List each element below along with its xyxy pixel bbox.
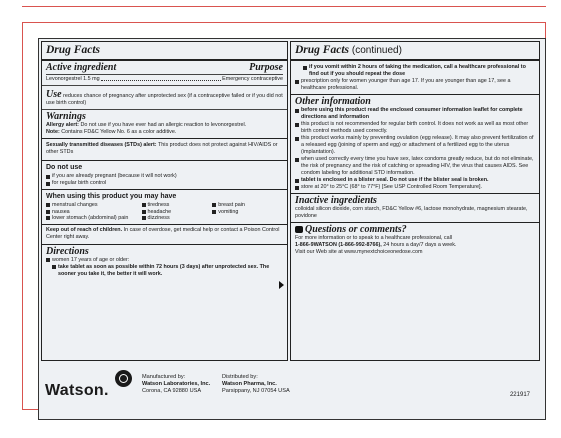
side-effect-item: tiredness — [142, 202, 213, 209]
list-item: tablet is enclosed in a blister seal. Do not use if the blister seal is broken. — [295, 177, 535, 184]
allergy-alert-label: Allergy alert: — [46, 122, 79, 128]
inactive-ingredients-text: colloidal silicon dioxide, corn starch, FD&C Yellow #6, lactose monohydrate, magnesium stearate, povidone — [295, 206, 528, 219]
keep-out-label: Keep out of reach of children. — [46, 226, 123, 233]
use-section — [42, 86, 287, 110]
note-text: Contains FD&C Yellow No. 6 as a color additive. — [61, 129, 177, 135]
std-alert-text: This product does not protect against HIV/AIDS or other STDs — [46, 142, 278, 155]
keep-out-section — [42, 225, 287, 245]
keep-out-text: In case of overdose, get medical help or contact a Poison Control Center right away. — [46, 226, 280, 240]
continued-directions-section — [291, 61, 539, 95]
side-effects-grid — [46, 202, 283, 222]
active-ingredient-title: Active ingredient — [46, 62, 117, 73]
drug-facts-right-column — [290, 41, 540, 361]
std-alert-label: Sexually transmitted diseases (STDs) alert: — [46, 142, 157, 148]
list-item: take tablet as soon as possible within 72 hours (3 days) after unprotected sex. The sooner you take it, the better it will work. — [46, 264, 283, 278]
directions-title: Directions — [46, 245, 89, 257]
questions-line1: For more information or to speak to a healthcare professional, call — [295, 235, 453, 241]
warnings-section — [42, 110, 287, 139]
label-code: 221917 — [509, 392, 530, 398]
list-item: for regular birth control — [46, 180, 283, 187]
drug-facts-left-column — [41, 41, 288, 361]
other-information-section — [291, 95, 539, 194]
continue-arrow-icon — [279, 281, 284, 289]
questions-phone: 1-866-9WATSON (1-866-992-8766), — [295, 242, 382, 248]
other-information-title: Other information — [295, 96, 371, 107]
use-title: Use — [46, 89, 62, 100]
when-using-section — [42, 190, 287, 225]
list-item: this product works mainly by preventing ovulation (egg release). It may also prevent fertilization of a released egg (joining of sperm and egg) or attachment of a fertilized egg to the uterus (implantation). — [295, 135, 535, 156]
list-item: if you are already pregnant (because it will not work) — [46, 173, 283, 180]
when-using-title: When using this product you may have — [46, 193, 177, 200]
note-label: Note: — [46, 129, 60, 135]
footer — [41, 364, 540, 410]
drug-facts-continued-header: Drug Facts (continued) — [291, 42, 539, 61]
side-effect-item: lower stomach (abdominal) pain — [46, 215, 142, 222]
use-text: reduces chance of pregnancy after unprotected sex (if a contraceptive failed or if you did not use birth control) — [46, 93, 283, 106]
watson-seal-icon — [115, 370, 132, 387]
manufacturer-block: Manufactured by: Watson Laboratories, Inc. Corona, CA 92880 USA — [142, 374, 211, 394]
list-item: this product is not recommended for regular birth control. It does not work as well as most other birth control methods used correctly. — [295, 121, 535, 135]
list-item: prescription only for women younger than age 17. If you are younger than age 17, see a healthcare professional. — [295, 78, 535, 92]
active-ingredient-value: Levonorgestrel 1.5 mg — [46, 76, 100, 82]
side-effect-item: menstrual changes — [46, 202, 142, 209]
side-effect-item: headache — [142, 209, 213, 216]
list-item: women 17 years of age or older: — [46, 257, 283, 264]
do-not-use-section — [42, 161, 287, 190]
side-effect-item: dizziness — [142, 215, 213, 222]
inactive-ingredients-section — [291, 194, 539, 223]
questions-section — [291, 223, 539, 258]
list-item: before using this product read the enclosed consumer information leaflet for complete directions and information — [295, 107, 535, 121]
list-item: store at 20° to 25°C (68° to 77°F) [See USP Controlled Room Temperature]. — [295, 184, 535, 191]
side-effect-item: nausea — [46, 209, 142, 216]
side-effect-item: vomiting — [212, 209, 283, 216]
questions-website: Visit our Web site at www.mynextchoiceonedose.com — [295, 249, 423, 255]
distributor-block: Distributed by: Watson Pharma, Inc. Parsippany, NJ 07054 USA — [222, 374, 290, 394]
questions-title: Questions or comments? — [305, 224, 407, 235]
watson-logo: Watson. — [45, 382, 109, 399]
list-item: when used correctly every time you have sex, latex condoms greatly reduce, but do not eliminate, the risk of pregnancy and the risk of catching or spreading HIV, the virus that causes AIDS. See condom labeling for additional STD information. — [295, 156, 535, 177]
side-effect-item: breast pain — [212, 202, 283, 209]
trim-line-top — [22, 6, 546, 13]
questions-hours: 24 hours a day/7 days a week. — [383, 242, 457, 248]
drug-facts-header: Drug Facts — [42, 42, 287, 61]
active-ingredient-section — [42, 61, 287, 86]
inactive-ingredients-title: Inactive ingredients — [295, 195, 377, 206]
phone-icon — [295, 226, 303, 233]
do-not-use-title: Do not use — [46, 164, 83, 171]
list-item: if you vomit within 2 hours of taking the medication, call a healthcare professional to find out if you should repeat the dose — [295, 62, 535, 78]
std-alert-section — [42, 139, 287, 161]
allergy-alert-text: Do not use if you have ever had an allergic reaction to levonorgestrel. — [80, 122, 247, 128]
purpose-title: Purpose — [249, 62, 283, 73]
purpose-value: Emergency contraceptive — [222, 76, 283, 82]
warnings-title: Warnings — [46, 111, 86, 122]
directions-section — [42, 245, 287, 292]
